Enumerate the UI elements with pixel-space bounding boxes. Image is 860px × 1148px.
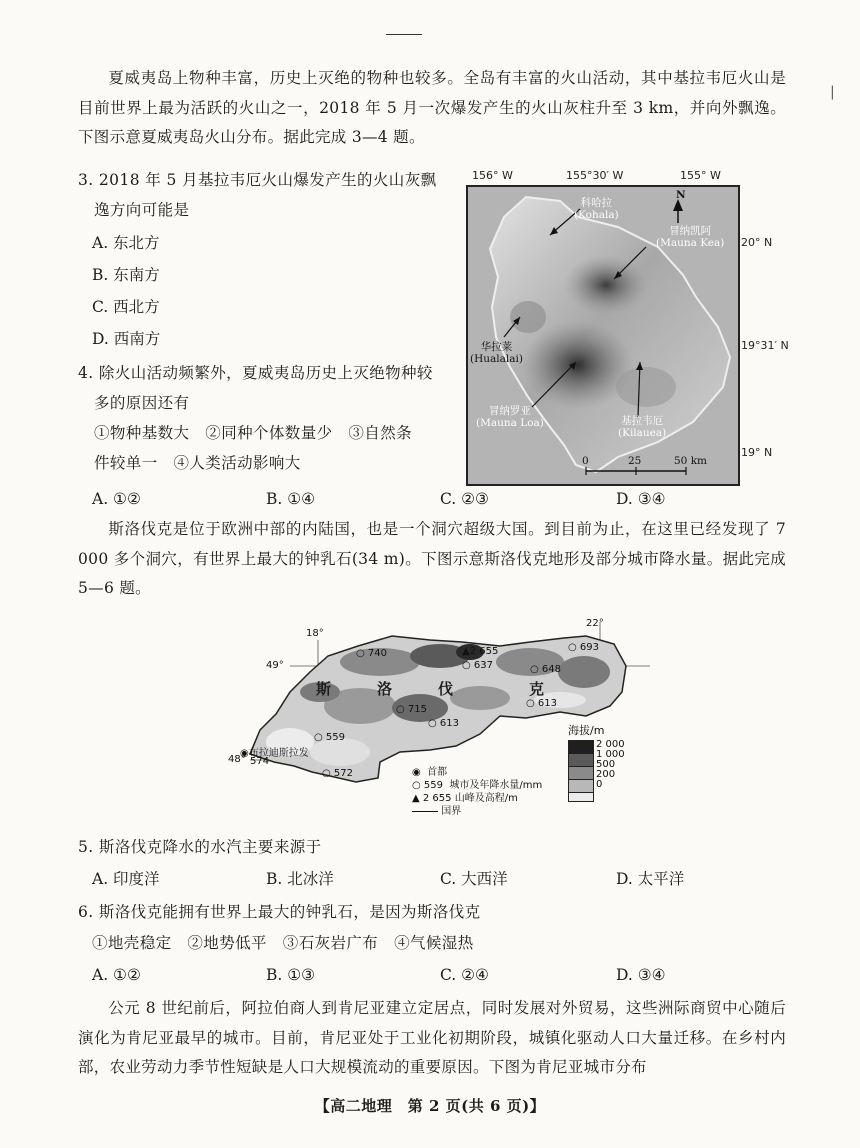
place-mauna-loa: 冒纳罗亚 (Mauna Loa) — [476, 405, 544, 429]
q4-option-c[interactable]: C. ②③ — [440, 490, 489, 508]
intro-paragraph-kenya: 公元 8 世纪前后，阿拉伯商人到肯尼亚建立定居点，同时发展对外贸易，这些洲际商贸中心随后演化为肯尼亚最早的城市。目前，肯尼亚处于工业化初期阶段，城镇化驱动人口大量迁移。在乡村内部，农业劳动力季节性短缺是人口大规模流动的重要原因。下图为肯尼亚城市分布 — [78, 999, 786, 1076]
q3-option-b[interactable]: B. 东南方 — [92, 266, 160, 284]
scale-50km: 50 km — [674, 455, 708, 467]
place-mauna-kea: 冒纳凯阿 (Mauna Kea) — [656, 225, 725, 249]
q3-option-c[interactable]: C. 西北方 — [92, 298, 160, 316]
hawaii-volcano-map — [466, 185, 740, 486]
q5-option-b[interactable]: B. 北冰洋 — [266, 870, 334, 888]
lon-label-156w: 156° W — [472, 169, 513, 182]
lon-label-22: 22° — [586, 618, 604, 629]
q6-option-a[interactable]: A. ①② — [92, 966, 141, 984]
question-5-stem: 5. 斯洛伐克降水的水汽主要来源于 — [78, 838, 322, 856]
intro-paragraph-hawaii: 夏威夷岛上物种丰富，历史上灭绝的物种也较多。全岛有丰富的火山活动，其中基拉韦厄火山是目前世界上最为活跃的火山之一，2018 年 5 月一次爆发产生的火山灰柱升至 3 km，并向外飘逸。下图示意夏威夷岛火山分布。据此完成 3—4 题。 — [78, 69, 786, 146]
city-precip: ○ 613 — [428, 718, 459, 729]
q5-option-c[interactable]: C. 大西洋 — [440, 870, 508, 888]
place-kohala: 科哈拉 (Kohala) — [574, 197, 619, 221]
question-6-stem: 6. 斯洛伐克能拥有世界上最大的钟乳石，是因为斯洛伐克 — [78, 903, 481, 921]
north-arrow-label: N — [676, 189, 686, 201]
q4-option-d[interactable]: D. ③④ — [616, 490, 666, 508]
margin-mark: | — [830, 84, 835, 100]
q4-option-b[interactable]: B. ①④ — [266, 490, 316, 508]
page-footer: 【高二地理 第 2 页(共 6 页)】 — [314, 1097, 546, 1115]
lat-label-20n: 20° N — [741, 236, 773, 249]
question-3-stem: 3. 2018 年 5 月基拉韦厄火山爆发产生的火山灰飘 逸方向可能是 — [78, 171, 437, 219]
lon-label-155w: 155° W — [680, 169, 721, 182]
q6-option-c[interactable]: C. ②④ — [440, 966, 489, 984]
q5-option-a[interactable]: A. 印度洋 — [92, 870, 160, 888]
lon-label-155-30w: 155°30′ W — [566, 169, 624, 182]
scale-0: 0 — [582, 455, 589, 467]
city-precip: ○ 693 — [568, 642, 599, 653]
elevation-legend-values: 2 000 1 000 500 200 0 — [596, 739, 625, 790]
city-precip: 574 — [250, 756, 270, 767]
q6-option-d[interactable]: D. ③④ — [616, 966, 666, 984]
city-precip: ○ 740 — [356, 648, 387, 659]
lat-label-49: 49° — [266, 660, 284, 671]
q4-option-a[interactable]: A. ①② — [92, 490, 141, 508]
place-hualalai: 华拉莱 (Hualalai) — [470, 341, 523, 365]
capital-marker: ◉布拉迪斯拉发 — [240, 748, 309, 759]
scale-25: 25 — [628, 455, 642, 467]
peak-elevation: ▲2 655 — [462, 646, 499, 657]
intro-paragraph-slovakia: 斯洛伐克是位于欧洲中部的内陆国，也是一个洞穴超级大国。到目前为止，在这里已经发现了 7 000 多个洞穴，有世界上最大的钟乳石(34 m)。下图示意斯洛伐克地形及部分城市降水量。据此完成 5—6 题。 — [78, 520, 786, 597]
elevation-legend-title: 海拔/m — [568, 724, 605, 737]
city-precip: ○ 715 — [396, 704, 427, 715]
q3-option-a[interactable]: A. 东北方 — [92, 234, 160, 252]
top-rule — [386, 34, 422, 35]
map-legend: ◉ 首都 ○ 559 城市及年降水量/mm ▲ 2 655 山峰及高程/m 国界 — [412, 767, 543, 817]
lat-label-19-31n: 19°31′ N — [741, 339, 789, 352]
lat-label-19n: 19° N — [741, 446, 773, 459]
country-name-slovakia: 斯 洛 伐 克 — [316, 680, 547, 698]
question-3-options — [92, 228, 160, 354]
city-precip: ○ 637 — [462, 660, 493, 671]
q5-option-d[interactable]: D. 太平洋 — [616, 870, 685, 888]
city-precip: ○ 559 — [314, 732, 345, 743]
place-kilauea: 基拉韦厄 (Kilauea) — [618, 415, 667, 439]
lat-label-48: 48° — [228, 754, 246, 765]
elevation-legend — [568, 740, 594, 802]
city-precip: ○ 648 — [530, 664, 561, 675]
q3-option-d[interactable]: D. 西南方 — [92, 330, 161, 348]
city-precip: ○ 613 — [526, 698, 557, 709]
city-precip: ○ 572 — [322, 768, 353, 779]
lon-label-18: 18° — [306, 628, 324, 639]
question-4-stem: 4. 除火山活动频繁外，夏威夷岛历史上灭绝物种较 多的原因还有 ①物种基数大 ②同种个体数量少 ③自然条 件较单一 ④人类活动影响大 — [78, 364, 433, 472]
question-6-items: ①地壳稳定 ②地势低平 ③石灰岩广布 ④气候湿热 — [92, 934, 474, 952]
q6-option-b[interactable]: B. ①③ — [266, 966, 316, 984]
